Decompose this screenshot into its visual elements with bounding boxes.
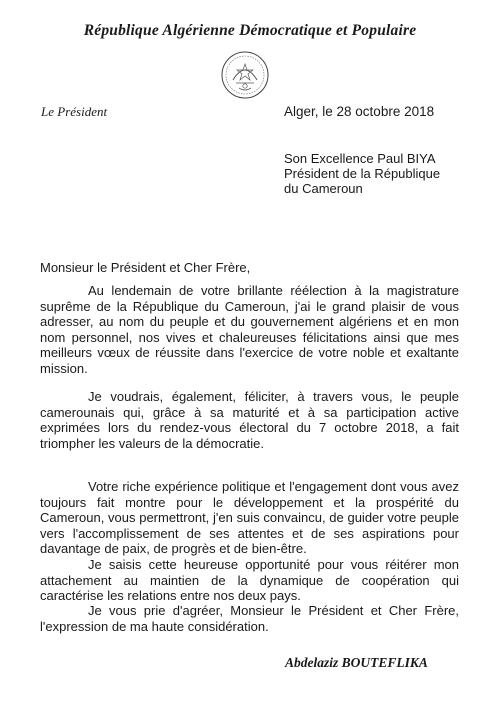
president-label: Le Président bbox=[41, 104, 108, 119]
body-paragraph: Je vous prie d'agréer, Monsieur le Président et Cher Frère, l'expression de ma haute considération. bbox=[40, 603, 459, 634]
recipient-line: Son Excellence Paul BIYA bbox=[284, 151, 436, 166]
body-paragraph: Je saisis cette heureuse opportunité pour vous réitérer mon attachement au maintien de la dynamique de coopération qui caractérise les relations entre nos deux pays. bbox=[40, 557, 459, 604]
national-emblem-seal-icon bbox=[220, 50, 270, 100]
body-paragraph: Votre riche expérience politique et l'engagement dont vous avez toujours fait montre pour le développement et la prospérité du Cameroun, vous permettront, j'en suis convaincu, de guider votre peuple vers l'accomplissement de ses attentes et de ses aspirations pour davantage de paix, de progrès et de bien-être. bbox=[40, 479, 459, 557]
recipient-address bbox=[284, 151, 440, 196]
signature-name: Abdelaziz BOUTEFLIKA bbox=[285, 655, 428, 670]
recipient-line: du Cameroun bbox=[284, 181, 363, 196]
letterhead-title: République Algérienne Démocratique et Populaire bbox=[83, 22, 417, 39]
body-paragraph: Je voudrais, également, féliciter, à travers vous, le peuple camerounais qui, grâce à sa maturité et à sa participation active exprimées lors du rendez-vous électoral du 7 octobre 2018, a fait triompher les valeurs de la démocratie. bbox=[40, 389, 459, 451]
body-paragraph: Au lendemain de votre brillante réélection à la magistrature suprême de la République du Cameroun, j'ai le grand plaisir de vous adresser, au nom du peuple et du gouvernement algériens et en mon nom personnel, nos vives et chaleureuses félicitations ainsi que mes meilleurs vœux de réussite dans l'exercice de votre noble et exaltante mission. bbox=[40, 283, 459, 376]
recipient-line: Président de la République bbox=[284, 166, 441, 181]
place-date: Alger, le 28 octobre 2018 bbox=[284, 104, 435, 119]
salutation: Monsieur le Président et Cher Frère, bbox=[40, 260, 251, 275]
